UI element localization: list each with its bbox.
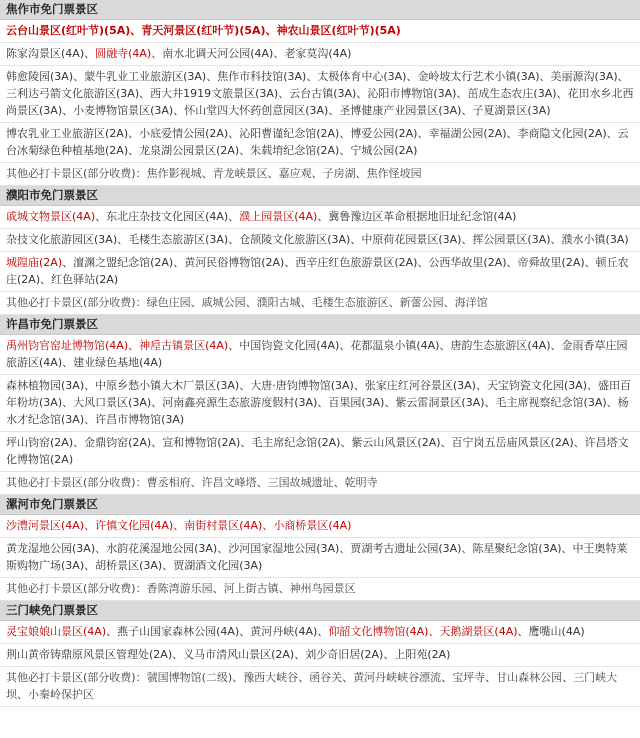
scenic-spot: 花都温泉小镇(4A) [350, 339, 440, 352]
scenic-spot: 澶渊之盟纪念馆(2A) [73, 256, 174, 269]
separator: 、 [190, 296, 202, 309]
scenic-spot: 乾明寺 [344, 476, 378, 489]
scenic-spot: 濮水小镇(3A) [561, 233, 629, 246]
scenic-spot: 冀鲁豫边区革命根据地旧址纪念馆(4A) [328, 210, 517, 223]
separator: 、 [439, 339, 451, 352]
scenic-spot: 三国故城遗址 [267, 476, 334, 489]
scenic-spot: 坪山钧窑(2A) [6, 436, 74, 449]
scenic-spot: 百果园(3A) [328, 396, 385, 409]
scenic-spot: 金雨香草庄园旅游区(4A) [6, 339, 628, 369]
must-visit-paragraph [0, 292, 640, 315]
scenic-spot: 义马市清风山景区(2A) [183, 648, 295, 661]
scenic-spot: 焦作怪坡园 [366, 167, 422, 180]
separator: 、 [130, 24, 142, 37]
must-visit-paragraph [0, 667, 640, 707]
separator: 、 [173, 519, 185, 532]
separator: 、 [350, 233, 362, 246]
separator: 、 [278, 582, 290, 595]
scenic-spot: 黄河丹峡峡谷漂流 [353, 671, 442, 684]
scenic-spot: 龙泉湖公园景区(2A) [139, 144, 240, 157]
separator: 、 [73, 436, 85, 449]
section-header: 许昌市免门票景区 [0, 315, 640, 335]
must-visit-label: 其他必打卡景区(部分收费)： [6, 671, 147, 684]
separator: 、 [406, 70, 418, 83]
scenic-spot: 建业绿色基地(4A) [73, 356, 163, 369]
separator: 、 [73, 70, 85, 83]
separator: 、 [84, 47, 96, 60]
scenic-paragraph [0, 644, 640, 667]
separator: 、 [190, 476, 202, 489]
separator: 、 [384, 396, 396, 409]
separator: 、 [443, 296, 455, 309]
separator: 、 [617, 70, 629, 83]
scenic-spot: 沁阳曹谨纪念馆(2A) [239, 127, 340, 140]
highlighted-scenic-spot: 神垕古镇景区(4A) [139, 339, 229, 352]
scenic-spot: 三利达弓箭文化旅游区(3A) [6, 87, 140, 100]
scenic-spot: 河南鑫亮源生态旅游度假村(3A) [162, 396, 318, 409]
scenic-spot: 焦作市科技馆(3A) [217, 70, 307, 83]
highlighted-scenic-spot: 城隍庙(2A) [6, 256, 63, 269]
scenic-spot: 中原乡愁小镇大木厂景区(3A) [95, 379, 240, 392]
scenic-spot: 张家庄红河谷景区(3A) [364, 379, 476, 392]
separator: 、 [298, 671, 310, 684]
separator: 、 [340, 436, 352, 449]
scenic-paragraph [0, 515, 640, 538]
separator: 、 [217, 542, 229, 555]
scenic-spot: 上阳苑(2A) [394, 648, 451, 661]
separator: 、 [485, 671, 497, 684]
scenic-spot: 唐韵生态旅游区(4A) [450, 339, 551, 352]
separator: 、 [239, 625, 251, 638]
scenic-spot: 子房湖 [322, 167, 356, 180]
separator: 、 [240, 436, 252, 449]
scenic-spot: 毛楼生态旅游区 [311, 296, 389, 309]
separator: 、 [550, 233, 562, 246]
scenic-spot: 子夏湖景区(3A) [472, 104, 551, 117]
highlighted-scenic-spot: 青天河景区(红叶节)(5A) [141, 24, 266, 37]
scenic-spot: 云台古镇(3A) [289, 87, 357, 100]
scenic-spot: 黄河丹峡(4A) [250, 625, 318, 638]
separator: 、 [151, 47, 163, 60]
scenic-spot: 青龙峡景区 [212, 167, 268, 180]
separator: 、 [561, 542, 573, 555]
separator: 、 [339, 127, 351, 140]
scenic-spot: 函谷关 [309, 671, 343, 684]
separator: 、 [606, 127, 618, 140]
separator: 、 [562, 671, 574, 684]
separator: 、 [173, 256, 185, 269]
scenic-spot: 公西华故里(2A) [428, 256, 507, 269]
separator: 、 [517, 625, 529, 638]
must-visit-label: 其他必打卡景区(部分收费)： [6, 582, 147, 595]
must-visit-label: 其他必打卡景区(部分收费)： [6, 296, 147, 309]
scenic-spot: 曹丞相府 [146, 476, 191, 489]
scenic-spot: 太极体育中心(3A) [317, 70, 407, 83]
scenic-spot: 李商隐文化园(2A) [517, 127, 607, 140]
scenic-spot: 东北庄杂技文化园区(4A) [106, 210, 229, 223]
scenic-spot: 海洋馆 [454, 296, 488, 309]
separator: 、 [461, 233, 473, 246]
scenic-spot: 小秦岭保护区 [28, 688, 94, 701]
scenic-spot: 百宁岗五岳庙风景区(2A) [451, 436, 574, 449]
scenic-spot: 胡桥景区(3A) [95, 559, 163, 572]
separator: 、 [539, 70, 551, 83]
scenic-spot: 紫云雷洞景区(3A) [395, 396, 485, 409]
scenic-paragraph [0, 432, 640, 472]
separator: 、 [417, 256, 429, 269]
separator: 、 [317, 210, 329, 223]
must-visit-paragraph [0, 472, 640, 495]
separator: 、 [461, 542, 473, 555]
separator: 、 [128, 127, 140, 140]
separator: 、 [550, 339, 562, 352]
scenic-spot: 中原荷花园景区(3A) [361, 233, 462, 246]
scenic-spot: 戚城公园 [201, 296, 246, 309]
separator: 、 [40, 273, 52, 286]
must-visit-paragraph [0, 163, 640, 186]
scenic-spot: 刘少奇旧居(2A) [305, 648, 384, 661]
highlighted-scenic-spot: 戚城文物景区(4A) [6, 210, 96, 223]
scenic-spot: 老家莫沟(4A) [284, 47, 352, 60]
scenic-spot: 怀山堂四大怀药创意园区(3A) [184, 104, 329, 117]
scenic-spot: 嘉应观 [278, 167, 312, 180]
scenic-spot: 花田水乡北西尚景区(3A) [6, 87, 634, 117]
separator: 、 [383, 648, 395, 661]
highlighted-scenic-spot: 灵宝娘娘山景区(4A) [6, 625, 107, 638]
scenic-spot: 甘山森林公园 [496, 671, 563, 684]
scenic-spot: 金鼎钧窑(2A) [84, 436, 152, 449]
highlighted-scenic-spot: 许慎文化园(4A) [95, 519, 174, 532]
scenic-spot: 焦作影视城 [146, 167, 202, 180]
scenic-spot: 朱载堉纪念馆(2A) [250, 144, 340, 157]
scenic-spot: 黄河民俗博物馆(2A) [184, 256, 285, 269]
separator: 、 [584, 256, 596, 269]
separator: 、 [84, 519, 96, 532]
separator: 、 [228, 339, 240, 352]
section-header: 焦作市免门票景区 [0, 0, 640, 20]
separator: 、 [573, 436, 585, 449]
separator: 、 [117, 233, 129, 246]
separator: 、 [355, 167, 367, 180]
scenic-paragraph [0, 335, 640, 375]
scenic-spot: 小底爱情公园(2A) [139, 127, 229, 140]
scenic-paragraph [0, 229, 640, 252]
scenic-spot: 陈家沟景区(4A) [6, 47, 85, 60]
separator: 、 [206, 70, 218, 83]
separator: 、 [256, 476, 268, 489]
separator: 、 [139, 87, 151, 100]
separator: 、 [172, 648, 184, 661]
separator: 、 [267, 167, 279, 180]
scenic-spot: 杨水才纪念馆(3A) [6, 396, 629, 426]
separator: 、 [128, 339, 140, 352]
separator: 、 [84, 559, 96, 572]
scenic-spot: 燕子山国家森林公园(4A) [117, 625, 240, 638]
scenic-spot: 宣和博物馆(2A) [162, 436, 241, 449]
scenic-spot: 幸福湖公园(2A) [428, 127, 507, 140]
separator: 、 [62, 104, 74, 117]
separator: 、 [239, 379, 251, 392]
separator: 、 [228, 127, 240, 140]
scenic-spot: 中国钧瓷文化园(4A) [239, 339, 340, 352]
separator: 、 [587, 379, 599, 392]
separator: 、 [342, 671, 354, 684]
highlighted-scenic-spot: 濮上园景区(4A) [239, 210, 318, 223]
scenic-spot: 博爱公园(2A) [350, 127, 418, 140]
scenic-spot: 南水北调天河公园(4A) [162, 47, 274, 60]
separator: 、 [311, 167, 323, 180]
scenic-spot: 濮阳古城 [256, 296, 301, 309]
separator: 、 [606, 396, 618, 409]
scenic-paragraph [0, 123, 640, 163]
separator: 、 [265, 24, 277, 37]
highlighted-scenic-spot: 禹州钧官窑址博物馆(4A) [6, 339, 129, 352]
separator: 、 [333, 476, 345, 489]
separator: 、 [95, 210, 107, 223]
must-visit-paragraph [0, 578, 640, 601]
scenic-spot: 沁阳市博物馆(3A) [367, 87, 457, 100]
scenic-spot: 宝坪寺 [452, 671, 486, 684]
separator: 、 [62, 256, 74, 269]
scenic-spot: 茁成生态农庄(3A) [467, 87, 557, 100]
separator: 、 [388, 296, 400, 309]
scenic-spot: 香陈湾游乐园 [146, 582, 213, 595]
separator: 、 [239, 144, 251, 157]
separator: 、 [62, 396, 74, 409]
section-header: 漯河市免门票景区 [0, 495, 640, 515]
highlighted-scenic-spot: 圆融寺(4A) [95, 47, 152, 60]
highlighted-scenic-spot: 南街村景区(4A) [184, 519, 263, 532]
separator: 、 [417, 127, 429, 140]
separator: 、 [353, 379, 365, 392]
scenic-spot: 陈星聚纪念馆(3A) [472, 542, 562, 555]
highlighted-scenic-spot: 神农山景区(红叶节)(5A) [276, 24, 401, 37]
scenic-spot: 金岭坡太行艺术小镇(3A) [417, 70, 540, 83]
separator: 、 [456, 87, 468, 100]
separator: 、 [232, 671, 244, 684]
separator: 、 [300, 296, 312, 309]
scenic-spot: 虢国博物馆(二级) [146, 671, 233, 684]
scenic-spot: 美丽源沟(3A) [550, 70, 618, 83]
separator: 、 [441, 671, 453, 684]
scenic-spot: 西大井1919文旅景区(3A) [150, 87, 279, 100]
scenic-spot: 顿丘农庄(2A) [6, 256, 629, 286]
scenic-paragraph [0, 43, 640, 66]
separator: 、 [106, 625, 118, 638]
scenic-spot: 圣博健康产业园景区(3A) [339, 104, 462, 117]
separator: 、 [151, 436, 163, 449]
separator: 、 [506, 256, 518, 269]
separator: 、 [62, 356, 74, 369]
separator: 、 [95, 542, 107, 555]
separator: 、 [173, 104, 185, 117]
separator: 、 [162, 559, 174, 572]
scenic-spot: 豫西大峡谷 [243, 671, 299, 684]
scenic-spot: 河上街古镇 [223, 582, 279, 595]
separator: 、 [339, 339, 351, 352]
separator: 、 [273, 47, 285, 60]
scenic-paragraph [0, 538, 640, 578]
separator: 、 [475, 379, 487, 392]
scenic-spot: 黄龙湿地公园(3A) [6, 542, 96, 555]
scenic-spot: 宁城公园(2A) [350, 144, 418, 157]
separator: 、 [84, 413, 96, 426]
scenic-spot: 贾湖考古遗址公园(3A) [350, 542, 462, 555]
scenic-spot: 中王奥特莱斯购物广场(3A) [6, 542, 628, 572]
section-header: 濮阳市免门票景区 [0, 186, 640, 206]
scenic-paragraph [0, 20, 640, 43]
scenic-spot: 贾湖酒文化园(3A) [173, 559, 263, 572]
scenic-spot: 三门峡大坝 [6, 671, 618, 701]
highlighted-scenic-spot: 沙澧河景区(4A) [6, 519, 85, 532]
separator: 、 [201, 167, 213, 180]
scenic-spot: 博农乳业工业旅游区(2A) [6, 127, 129, 140]
scenic-spot: 蒙牛乳业工业旅游区(3A) [84, 70, 207, 83]
scenic-spot: 仓颉陵文化旅游区(3A) [239, 233, 351, 246]
scenic-paragraph [0, 375, 640, 432]
separator: 、 [294, 648, 306, 661]
separator: 、 [212, 582, 224, 595]
scenic-paragraph [0, 206, 640, 229]
scenic-spot: 大唐·唐钧博物馆(3A) [250, 379, 354, 392]
scenic-spot: 云台冰菊绿色种植基地(2A) [6, 127, 629, 157]
scenic-spot: 许昌市博物馆(3A) [95, 413, 185, 426]
separator: 、 [328, 104, 340, 117]
separator: 、 [317, 396, 329, 409]
highlighted-scenic-spot: 云台山景区(红叶节)(5A) [6, 24, 131, 37]
scenic-spot: 红色驿站(2A) [51, 273, 119, 286]
separator: 、 [339, 542, 351, 555]
separator: 、 [84, 379, 96, 392]
separator: 、 [228, 233, 240, 246]
separator: 、 [278, 87, 290, 100]
separator: 、 [428, 625, 440, 638]
section-header: 三门峡免门票景区 [0, 601, 640, 621]
scenic-spot: 紫云山风景区(2A) [351, 436, 441, 449]
scenic-paragraph [0, 252, 640, 292]
separator: 、 [461, 104, 473, 117]
separator: 、 [151, 396, 163, 409]
scenic-spot: 大风口景区(3A) [73, 396, 152, 409]
scenic-spot: 许昌文峰塔 [201, 476, 257, 489]
scenic-spot: 盛田百年粉坊(3A) [6, 379, 632, 409]
scenic-spot: 沙河国家湿地公园(3A) [228, 542, 340, 555]
separator: 、 [17, 688, 28, 701]
separator: 、 [245, 296, 257, 309]
scenic-spot: 韩愈陵园(3A) [6, 70, 74, 83]
scenic-paragraph [0, 621, 640, 644]
must-visit-label: 其他必打卡景区(部分收费)： [6, 476, 147, 489]
separator: 、 [228, 210, 240, 223]
scenic-spot: 绿色庄园 [146, 296, 191, 309]
scenic-spot: 帝舜故里(2A) [517, 256, 585, 269]
separator: 、 [306, 70, 318, 83]
separator: 、 [506, 127, 518, 140]
scenic-spot: 神州鸟园景区 [289, 582, 356, 595]
scenic-spot: 水韵花溪湿地公园(3A) [106, 542, 218, 555]
separator: 、 [556, 87, 568, 100]
separator: 、 [356, 87, 368, 100]
scenic-spot: 森林植物园(3A) [6, 379, 85, 392]
scenic-paragraph [0, 66, 640, 123]
separator: 、 [339, 144, 351, 157]
highlighted-scenic-spot: 天鹅湖景区(4A) [439, 625, 518, 638]
must-visit-label: 其他必打卡景区(部分收费)： [6, 167, 147, 180]
scenic-spot: 小麦博物馆景区(3A) [73, 104, 174, 117]
separator: 、 [284, 256, 296, 269]
separator: 、 [262, 519, 274, 532]
scenic-spot: 许昌塔文化博物馆(2A) [6, 436, 629, 466]
separator: 、 [484, 396, 496, 409]
separator: 、 [440, 436, 452, 449]
scenic-spot: 毛主席纪念馆(2A) [251, 436, 341, 449]
scenic-spot: 新蕾公园 [399, 296, 444, 309]
separator: 、 [317, 625, 329, 638]
scenic-spot: 鹰嘴山(4A) [528, 625, 585, 638]
highlighted-scenic-spot: 小商桥景区(4A) [273, 519, 352, 532]
scenic-spot: 毛楼生态旅游区(3A) [128, 233, 229, 246]
separator: 、 [128, 144, 140, 157]
scenic-spot: 西辛庄红色旅游景区(2A) [295, 256, 418, 269]
scenic-spot: 杂技文化旅游园区(3A) [6, 233, 118, 246]
scenic-spot: 荆山黄帝铸鼎原风景区管理处(2A) [6, 648, 173, 661]
highlighted-scenic-spot: 仰韶文化博物馆(4A) [328, 625, 429, 638]
scenic-spot: 毛主席视察纪念馆(3A) [495, 396, 607, 409]
scenic-spot: 挥公园景区(3A) [472, 233, 551, 246]
scenic-spot: 天宝钧瓷文化园(3A) [486, 379, 588, 392]
